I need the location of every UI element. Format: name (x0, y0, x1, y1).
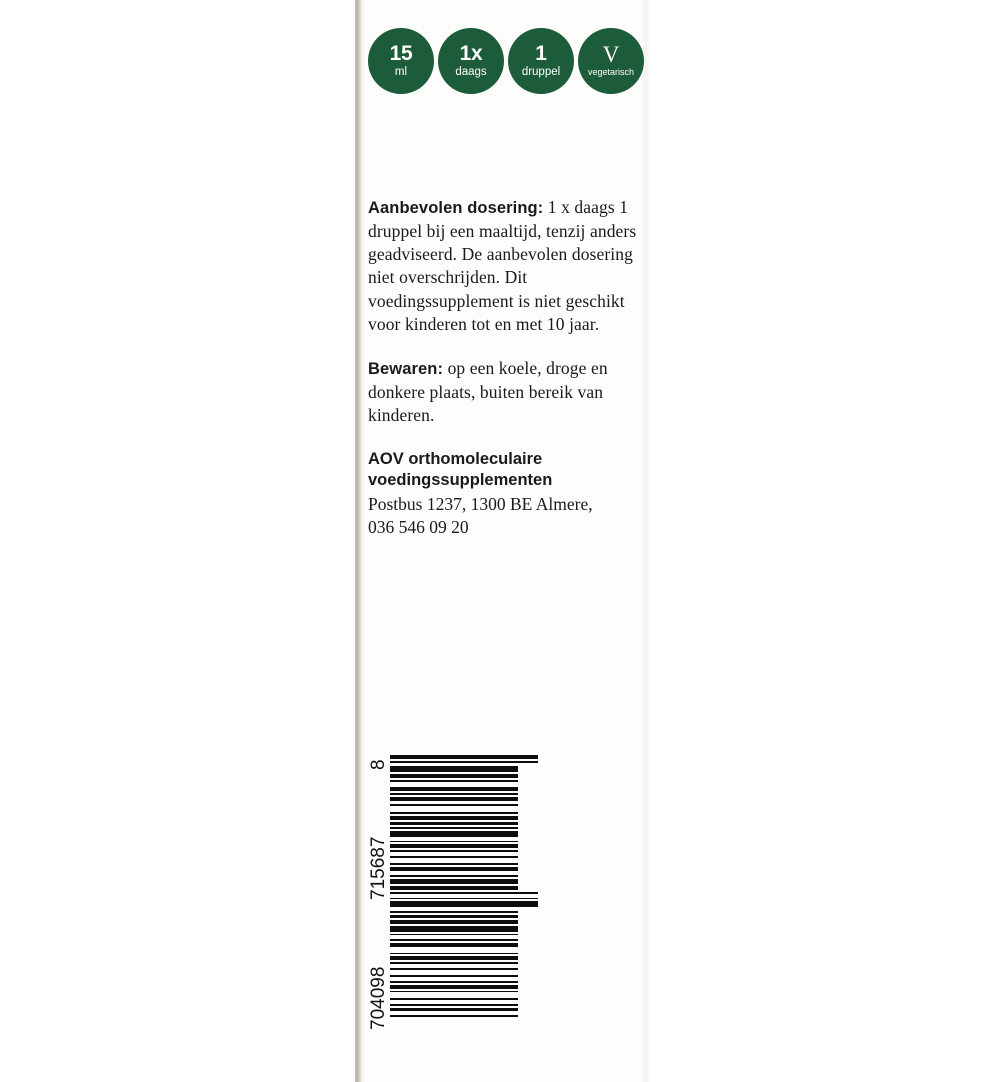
dose-badge-value: 1 (535, 42, 547, 66)
badge-row (368, 28, 644, 94)
barcode (368, 745, 548, 1045)
manufacturer-address-line-2: 036 546 09 20 (368, 517, 469, 538)
barcode-digit-group-2: 715687 (368, 836, 389, 900)
barcode-digit-group-1: 8 (368, 759, 389, 770)
volume-badge-value: 15 (389, 42, 413, 66)
manufacturer-address-line-1: Postbus 1237, 1300 BE Almere, (368, 493, 593, 514)
storage-text: op een koele, droge en donkere plaats, buiten bereik van kinderen. (368, 358, 608, 426)
dose-badge (508, 28, 574, 94)
vegetarian-badge-label: vegetarisch (587, 66, 635, 77)
barcode-bars (390, 755, 538, 1040)
carton-right-shadow (640, 0, 650, 1082)
dose-badge-unit: druppel (521, 66, 561, 79)
package-text-block (368, 196, 646, 539)
vegetarian-v-icon: V (602, 42, 620, 68)
frequency-badge (438, 28, 504, 94)
dosage-paragraph (368, 196, 646, 336)
frequency-badge-unit: daags (455, 66, 487, 79)
frequency-badge-value: 1x (459, 42, 483, 66)
storage-label: Bewaren: (368, 360, 444, 379)
dosage-label: Aanbevolen dosering: (368, 199, 544, 217)
barcode-digits (368, 745, 390, 1045)
manufacturer-name: AOV orthomoleculaire voedingssupplementen (368, 449, 553, 489)
storage-paragraph (368, 357, 646, 427)
dosage-text: 1 x daags 1 druppel bij een maaltijd, tenzij anders geadviseerd. De aanbevolen dosering niet overschrijden. Dit voedingssupplement is niet geschikt voor kinderen tot en met 10 jaar. (368, 197, 637, 334)
barcode-digit-group-3: 704098 (368, 966, 389, 1030)
volume-badge (368, 28, 434, 94)
volume-badge-unit: ml (394, 66, 408, 79)
vegetarian-badge (578, 28, 644, 94)
